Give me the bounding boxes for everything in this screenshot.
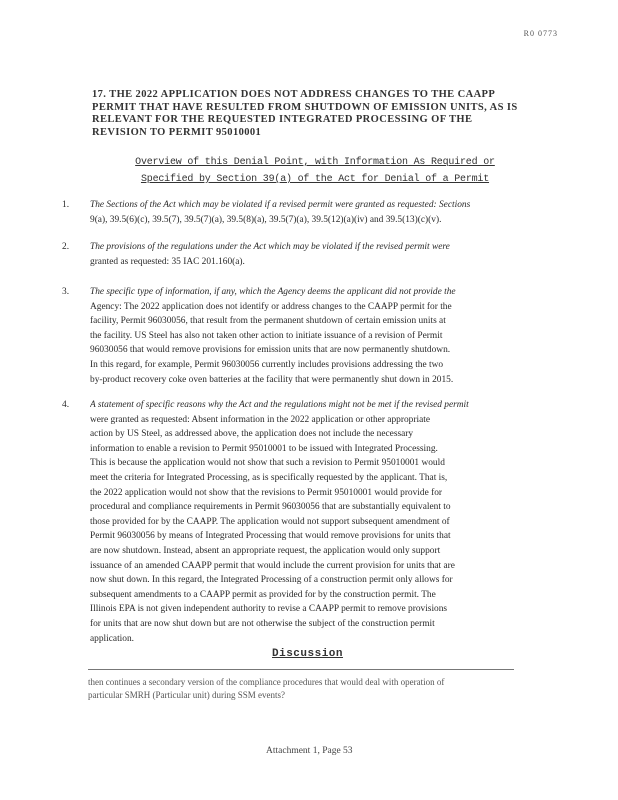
item-line: facility, Permit 96030056, that result from the permanent shutdown of certain emission units at	[90, 316, 446, 327]
heading-line: PERMIT THAT HAVE RESULTED FROM SHUTDOWN OF EMISSION UNITS, AS IS	[92, 101, 518, 113]
item-line: 96030056 that would remove provisions for emission units that are now permanently shutdown.	[90, 345, 451, 356]
list-item-2	[62, 240, 542, 269]
item-line: meet the criteria for Integrated Processing, as is specifically requested by the applicant. That is,	[90, 472, 448, 483]
discussion-line: then continues a secondary version of the compliance procedures that would deal with operation of	[88, 677, 445, 687]
item-line: those provided for by the CAAPP. The application would not support subsequent amendment of	[90, 516, 450, 527]
item-line: A statement of specific reasons why the Act and the regulations might not be met if the revised permit	[90, 400, 469, 410]
item-number: 1.	[62, 200, 70, 210]
item-body	[90, 240, 542, 269]
item-line: Agency: The 2022 application does not identify or address changes to the CAAPP permit for the	[90, 301, 452, 312]
item-line: Illinois EPA is not given independent authority to revise a CAAPP permit to remove provisions	[90, 604, 448, 615]
item-line: application.	[90, 633, 134, 644]
page-id: R0 0773	[523, 29, 558, 38]
item-line: procedural and compliance requirements in Permit 96030056 that are substantially equivalent to	[90, 502, 451, 513]
item-line: This is because the application would not show that such a revision to Permit 95010001 would	[90, 458, 445, 469]
item-line: are now shutdown. Instead, absent an appropriate request, the application would only support	[90, 545, 441, 556]
item-line: subsequent amendments to a CAAPP permit as provided for by the construction permit. The	[90, 589, 436, 600]
item-line: issuance of an amended CAAPP permit that would include the current provision for units that are	[90, 560, 455, 571]
item-number: 3.	[62, 287, 70, 297]
item-number: 4.	[62, 400, 70, 410]
item-body	[90, 198, 542, 227]
item-line: The Sections of the Act which may be violated if a revised permit were granted as requested: Sections	[90, 200, 471, 210]
overview-line: Specified by Section 39(a) of the Act for Denial of a Permit	[140, 174, 490, 185]
discussion-line: particular SMRH (Particular unit) during SSM events?	[88, 689, 285, 700]
item-line: the 2022 application would not show that the revisions to Permit 95010001 would provide for	[90, 487, 443, 498]
item-line: Permit 96030056 by means of Integrated Processing that would remove provisions for units that	[90, 531, 451, 542]
overview-line: Overview of this Denial Point, with Information As Required or	[135, 157, 495, 168]
item-line: now shut down. In this regard, the Integrated Processing of a construction permit only allows for	[90, 575, 453, 586]
heading-line: 17. THE 2022 APPLICATION DOES NOT ADDRESS CHANGES TO THE CAAPP	[92, 89, 496, 100]
item-line: action by US Steel, as addressed above, the application does not include the necessary	[90, 429, 414, 440]
page-footer: Attachment 1, Page 53	[266, 746, 353, 756]
item-line: granted as requested: 35 IAC 201.160(a).	[90, 256, 245, 267]
item-line: In this regard, for example, Permit 96030056 currently includes provisions addressing the two	[90, 359, 444, 370]
item-line: 9(a), 39.5(6)(c), 39.5(7), 39.5(7)(a), 39.5(8)(a), 39.5(7)(a), 39.5(12)(a)(iv) and 39.5(13)(c)(v).	[90, 214, 442, 225]
list-item-1	[62, 198, 542, 227]
discussion-text	[88, 676, 528, 701]
item-body	[90, 398, 542, 646]
item-line: by-product recovery coke oven batteries at the facility that were permanently shut down in 2015.	[90, 374, 454, 385]
discussion-heading: Discussion	[272, 648, 344, 660]
list-item-3	[62, 285, 542, 387]
discussion-divider	[88, 669, 514, 670]
item-body	[90, 285, 542, 387]
item-number: 2.	[62, 242, 70, 252]
heading-line: REVISION TO PERMIT 95010001	[92, 126, 262, 138]
item-line: were granted as requested: Absent information in the 2022 application or other appropriate	[90, 414, 430, 425]
section-heading	[92, 89, 542, 139]
heading-line: RELEVANT FOR THE REQUESTED INTEGRATED PROCESSING OF THE	[92, 114, 473, 125]
item-line: information to enable a revision to Permit 95010001 to be issued with Integrated Processing.	[90, 443, 438, 454]
item-line: The provisions of the regulations under the Act which may be violated if the revised permit were	[90, 242, 450, 252]
list-item-4	[62, 398, 542, 646]
overview-title	[80, 154, 550, 188]
item-line: for units that are now shut down but are not otherwise the subject of the construction permit	[90, 618, 435, 629]
item-line: the facility. US Steel has also not taken other action to initiate issuance of a revision of Permit	[90, 330, 443, 341]
item-line: The specific type of information, if any, which the Agency deems the applicant did not provide the	[90, 287, 456, 297]
